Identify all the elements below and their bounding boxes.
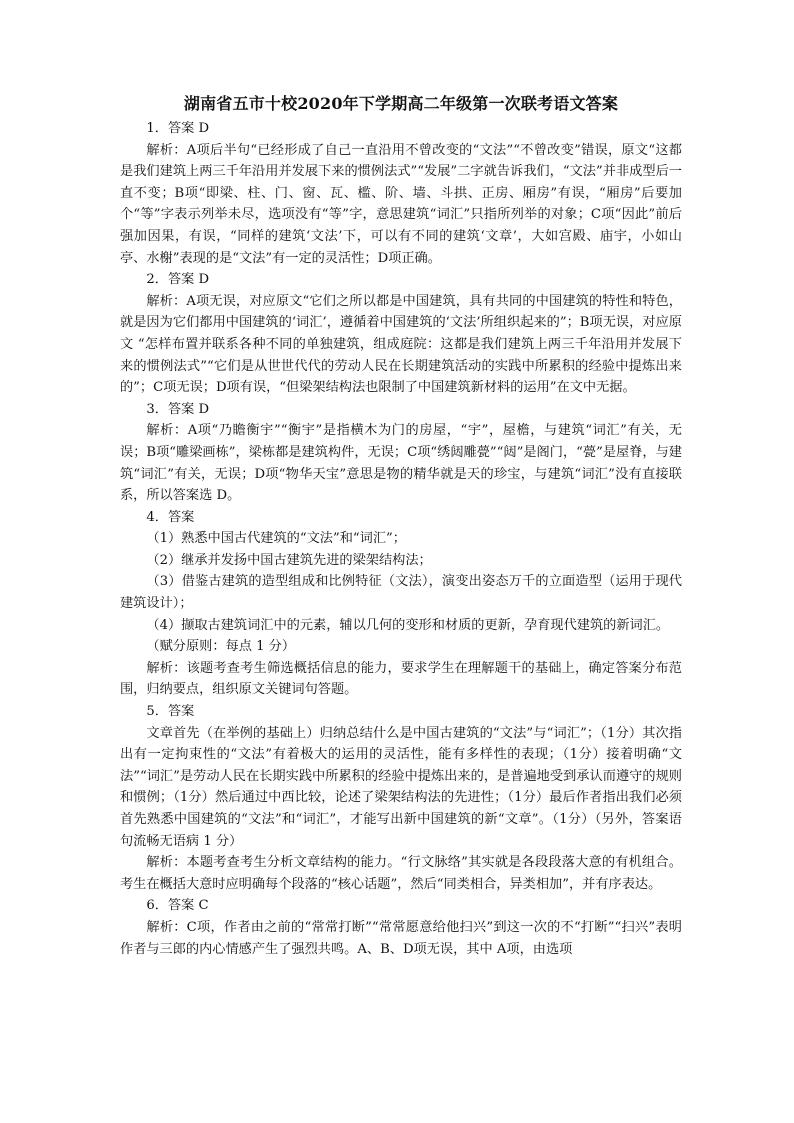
paragraph: （2）继承并发扬中国古建筑先进的梁架结构法； xyxy=(146,552,432,568)
paragraph: （1）熟悉中国古代建筑的“文法”和“词汇”； xyxy=(146,531,406,547)
paragraph: 6．答案 C xyxy=(146,898,209,914)
paragraph: （赋分原则：每点 1 分） xyxy=(146,639,296,655)
paragraph: 解析：A项无误，对应原文“它们之所以都是中国建筑，具有共同的中国建筑的特性和特色，就是因为它们都用中国建筑的‘词汇’，遵循着中国建筑的‘文法’所组织起来的”；B项无误，对应原文 “怎样布置并联系各种不同的单独建筑，组成庭院：这都是我们建筑上两三千年沿用并发展下来的惯例法式”“它们是从世世代代的劳动人民在长期建筑活动的实践中所累积的经验中提炼出来的”；C项无误；D项有误，“但梁架结构法也限制了中国建筑新材料的运用”在文中无据。 xyxy=(120,293,682,396)
paragraph: 解析：A项后半句“已经形成了自己一直沿用不曾改变的“文法”“不曾改变”错误，原文“这都是我们建筑上两三千年沿用并发展下来的惯例法式”“发展”二字就告诉我们，“文法”并非成型后一直不变；B项“即梁、柱、门、窗、瓦、槛、阶、墙、斗拱、正房、厢房”有误，“厢房”后要加个“等”字表示列举未尽，选项没有“等”字，意思建筑“词汇”只指所列举的对象；C项“因此”前后强加因果，有误，“同样的建筑‘文法’下，可以有不同的建筑‘文章’，大如宫殿、庙宇，小如山亭、水榭”表现的是“文法”有一定的灵活性；D项正确。 xyxy=(120,142,682,266)
paragraph: （4）撷取古建筑词汇中的元素，辅以几何的变形和材质的更新，孕育现代建筑的新词汇。 xyxy=(146,617,670,633)
paragraph: 1．答案 D xyxy=(146,121,210,136)
paragraph: 3．答案 D xyxy=(146,401,210,417)
paragraph: 解析：A项“乃瞻衡宇”“衡宇”是指横木为门的房屋，“宇”，屋檐，与建筑“词汇”有关，无误；B项“雕梁画栋”，梁栋都是建筑构件，无误；C项“绣闼雕甍”“闼”是阁门，“甍”是屋脊，与建筑“词汇”有关，无误；D项“物华天宝”意思是物的精华就是天的珍宝，与建筑“词汇”没有直接联系，所以答案选 D。 xyxy=(120,423,682,504)
paragraph: 解析：该题考查考生筛选概括信息的能力，要求学生在理解题干的基础上，确定答案分布范围，归纳要点，组织原文关键词句答题。 xyxy=(120,660,682,698)
paragraph: 2．答案 D xyxy=(146,272,210,288)
paragraph: 4．答案 xyxy=(146,509,195,525)
document-title: 湖南省五市十校2020年下学期高二年级第一次联考语文答案 xyxy=(183,94,619,113)
document-body xyxy=(120,118,682,960)
paragraph: 解析：本题考查考生分析文章结构的能力。“行文脉络”其实就是各段段落大意的有机组合。考生在概括大意时应明确每个段落的“核心话题”，然后“同类相合，异类相加”，并有序表达。 xyxy=(120,855,682,892)
paragraph: 文章首先（在举例的基础上）归纳总结什么是中国古建筑的“文法”与“词汇”；（1分）其次指出有一定拘束性的“文法”有着极大的运用的灵活性，能有多样性的表现；（1分）接着明确“文法”“词汇”是劳动人民在长期实践中所累积的经验中提炼出来的，是普遍地受到承认而遵守的规则和惯例；（1分）然后通过中西比较，论述了梁架结构法的先进性；（1分）最后作者指出我们必须首先熟悉中国建筑的“文法”和“词汇”，才能写出新中国建筑的新“文章”。（1分）（另外，答案语句流畅无语病 1 分） xyxy=(120,725,682,849)
paragraph: （3）借鉴古建筑的造型组成和比例特征（文法），演变出姿态万千的立面造型（运用于现代建筑设计）； xyxy=(120,574,682,612)
paragraph: 5．答案 xyxy=(146,704,195,720)
paragraph: 解析：C项，作者由之前的“常常打断”“常常愿意给他扫兴”到这一次的不“打断”“扫兴”表明作者与三郎的内心情感产生了强烈共鸣。A、B、D项无误，其中 A项，由选项 xyxy=(120,919,682,957)
